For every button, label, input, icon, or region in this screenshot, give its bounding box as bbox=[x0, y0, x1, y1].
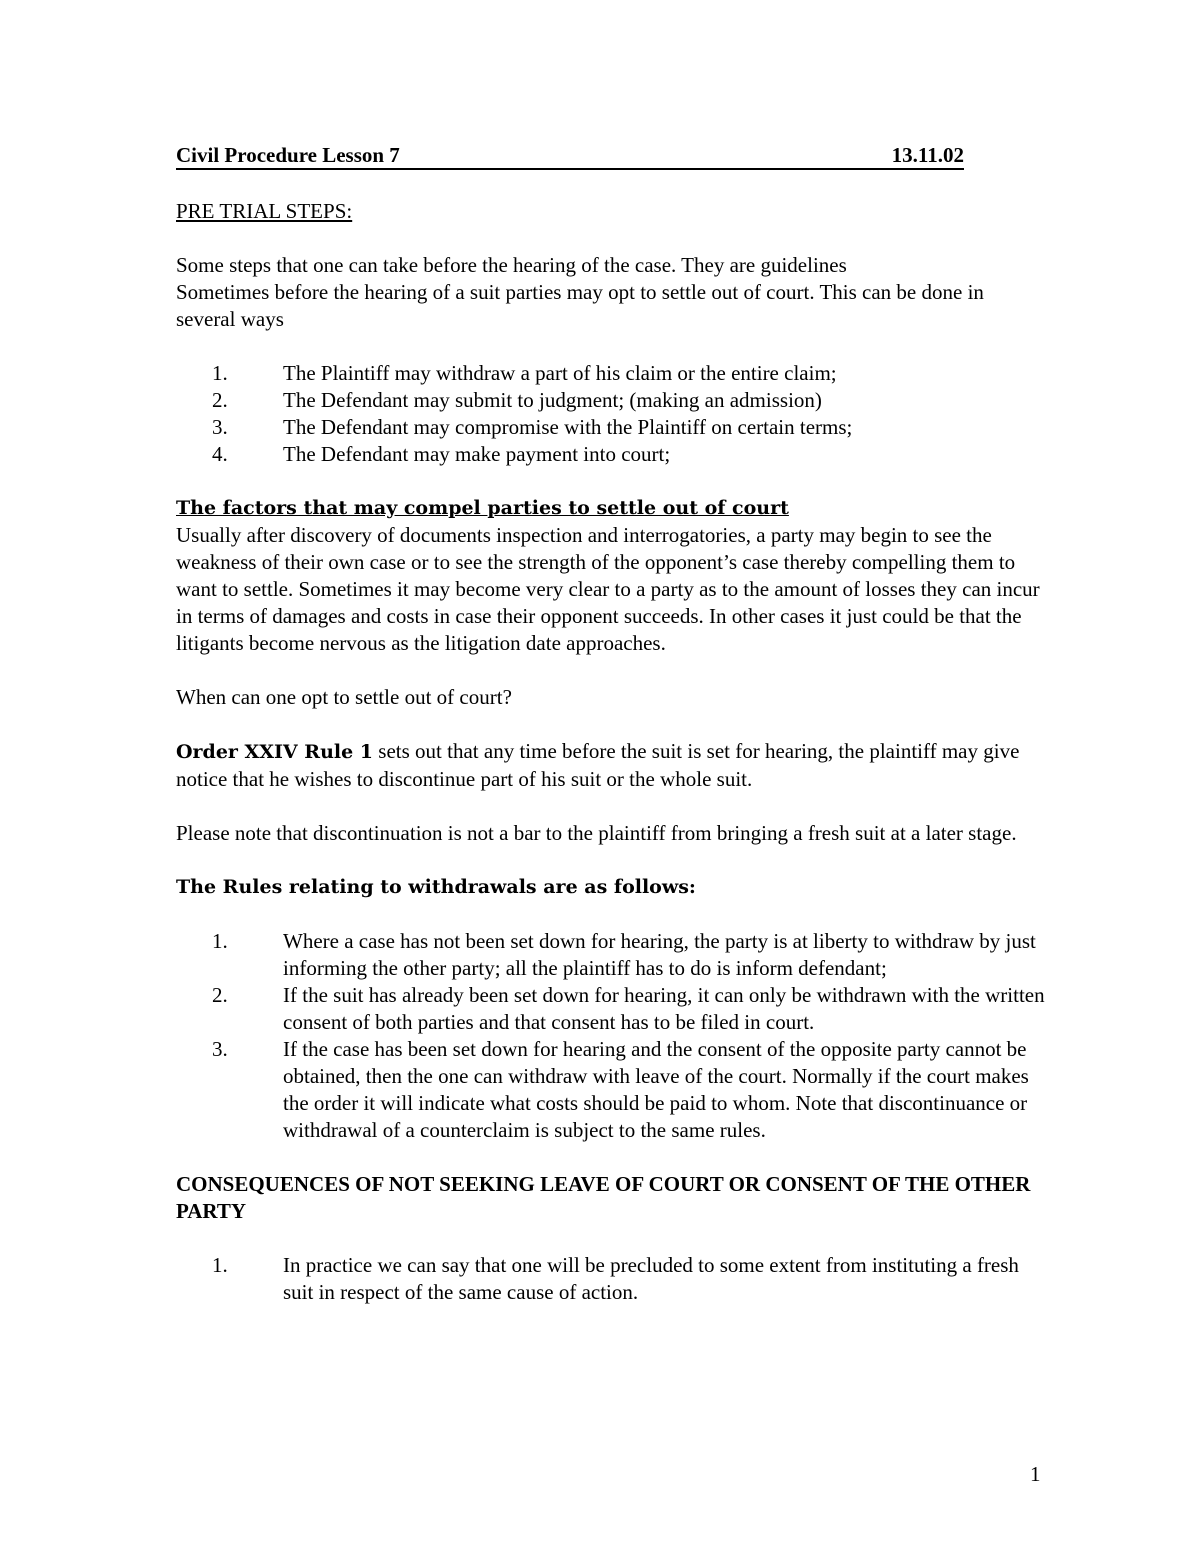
list-item-text: The Plaintiff may withdraw a part of his claim or the entire claim; bbox=[283, 361, 837, 385]
intro-paragraph bbox=[176, 252, 1046, 333]
list-item bbox=[176, 387, 1046, 414]
list-item-number: 3. bbox=[212, 415, 228, 439]
list-item-number: 1. bbox=[212, 929, 228, 953]
intro-line-2: Sometimes before the hearing of a suit parties may opt to settle out of court. This can be done in several ways bbox=[176, 280, 984, 331]
list-item-text: The Defendant may submit to judgment; (making an admission) bbox=[283, 388, 822, 412]
order-paragraph bbox=[176, 738, 1046, 793]
list-item bbox=[176, 441, 1046, 468]
list-item bbox=[176, 414, 1046, 441]
list-item-text: Where a case has not been set down for hearing, the party is at liberty to withdraw by just informing the other party; all the plaintiff has to do is inform defendant; bbox=[283, 929, 1036, 980]
order-text: sets out that any time before the suit is set for hearing, the plaintiff may give notice that he wishes to discontinue part of his suit or the whole suit. bbox=[176, 739, 1020, 791]
page-number: 1 bbox=[1030, 1462, 1041, 1486]
ways-list bbox=[176, 360, 1046, 468]
list-item bbox=[176, 1036, 1046, 1144]
list-item-number: 1. bbox=[212, 1253, 228, 1277]
list-item bbox=[176, 1252, 1046, 1306]
document-header bbox=[176, 143, 964, 170]
list-item-number: 2. bbox=[212, 388, 228, 412]
rules-list bbox=[176, 928, 1046, 1144]
list-item-number: 1. bbox=[212, 361, 228, 385]
factors-paragraph: Usually after discovery of documents inspection and interrogatories, a party may begin to see the weakness of their own case or to see the strength of the opponent’s case thereby compelling them to want to settle. Sometimes it may become very clear to a party as to the amount of losses they can incur in terms of damages and costs in case their opponent succeeds. In other cases it just could be that the litigants become nervous as the litigation date approaches. bbox=[176, 523, 1040, 655]
list-item bbox=[176, 360, 1046, 387]
list-item-number: 4. bbox=[212, 442, 228, 466]
list-item bbox=[176, 928, 1046, 982]
list-item-text: If the suit has already been set down for hearing, it can only be withdrawn with the written consent of both parties and that consent has to be filed in court. bbox=[283, 983, 1045, 1034]
rules-heading: The Rules relating to withdrawals are as follows: bbox=[176, 876, 696, 898]
list-item-number: 3. bbox=[212, 1037, 228, 1061]
list-item-text: In practice we can say that one will be precluded to some extent from instituting a fresh suit in respect of the same cause of action. bbox=[283, 1253, 1019, 1304]
list-item-text: The Defendant may compromise with the Plaintiff on certain terms; bbox=[283, 415, 853, 439]
list-item-number: 2. bbox=[212, 983, 228, 1007]
consequences-list bbox=[176, 1252, 1046, 1306]
pretrial-heading: PRE TRIAL STEPS: bbox=[176, 199, 353, 223]
factors-heading: The factors that may compel parties to settle out of court bbox=[176, 497, 789, 519]
consequences-heading: CONSEQUENCES OF NOT SEEKING LEAVE OF COURT OR CONSENT OF THE OTHER PARTY bbox=[176, 1172, 1031, 1223]
list-item-text: If the case has been set down for hearing and the consent of the opposite party cannot be obtained, then the one can withdraw with leave of the court. Normally if the court makes the order it will indicate what costs should be paid to whom. Note that discontinuance or withdrawal of a counterclaim is subject to the same rules. bbox=[283, 1037, 1029, 1142]
document-date: 13.11.02 bbox=[891, 143, 964, 167]
note-paragraph: Please note that discontinuation is not a bar to the plaintiff from bringing a fresh suit at a later stage. bbox=[176, 821, 1017, 845]
list-item bbox=[176, 982, 1046, 1036]
when-question: When can one opt to settle out of court? bbox=[176, 685, 512, 709]
order-reference: Order XXIV Rule 1 bbox=[176, 741, 374, 763]
page-content bbox=[176, 143, 1046, 1306]
document-title: Civil Procedure Lesson 7 bbox=[176, 143, 400, 167]
intro-line-1: Some steps that one can take before the hearing of the case. They are guidelines bbox=[176, 253, 847, 277]
list-item-text: The Defendant may make payment into court; bbox=[283, 442, 671, 466]
